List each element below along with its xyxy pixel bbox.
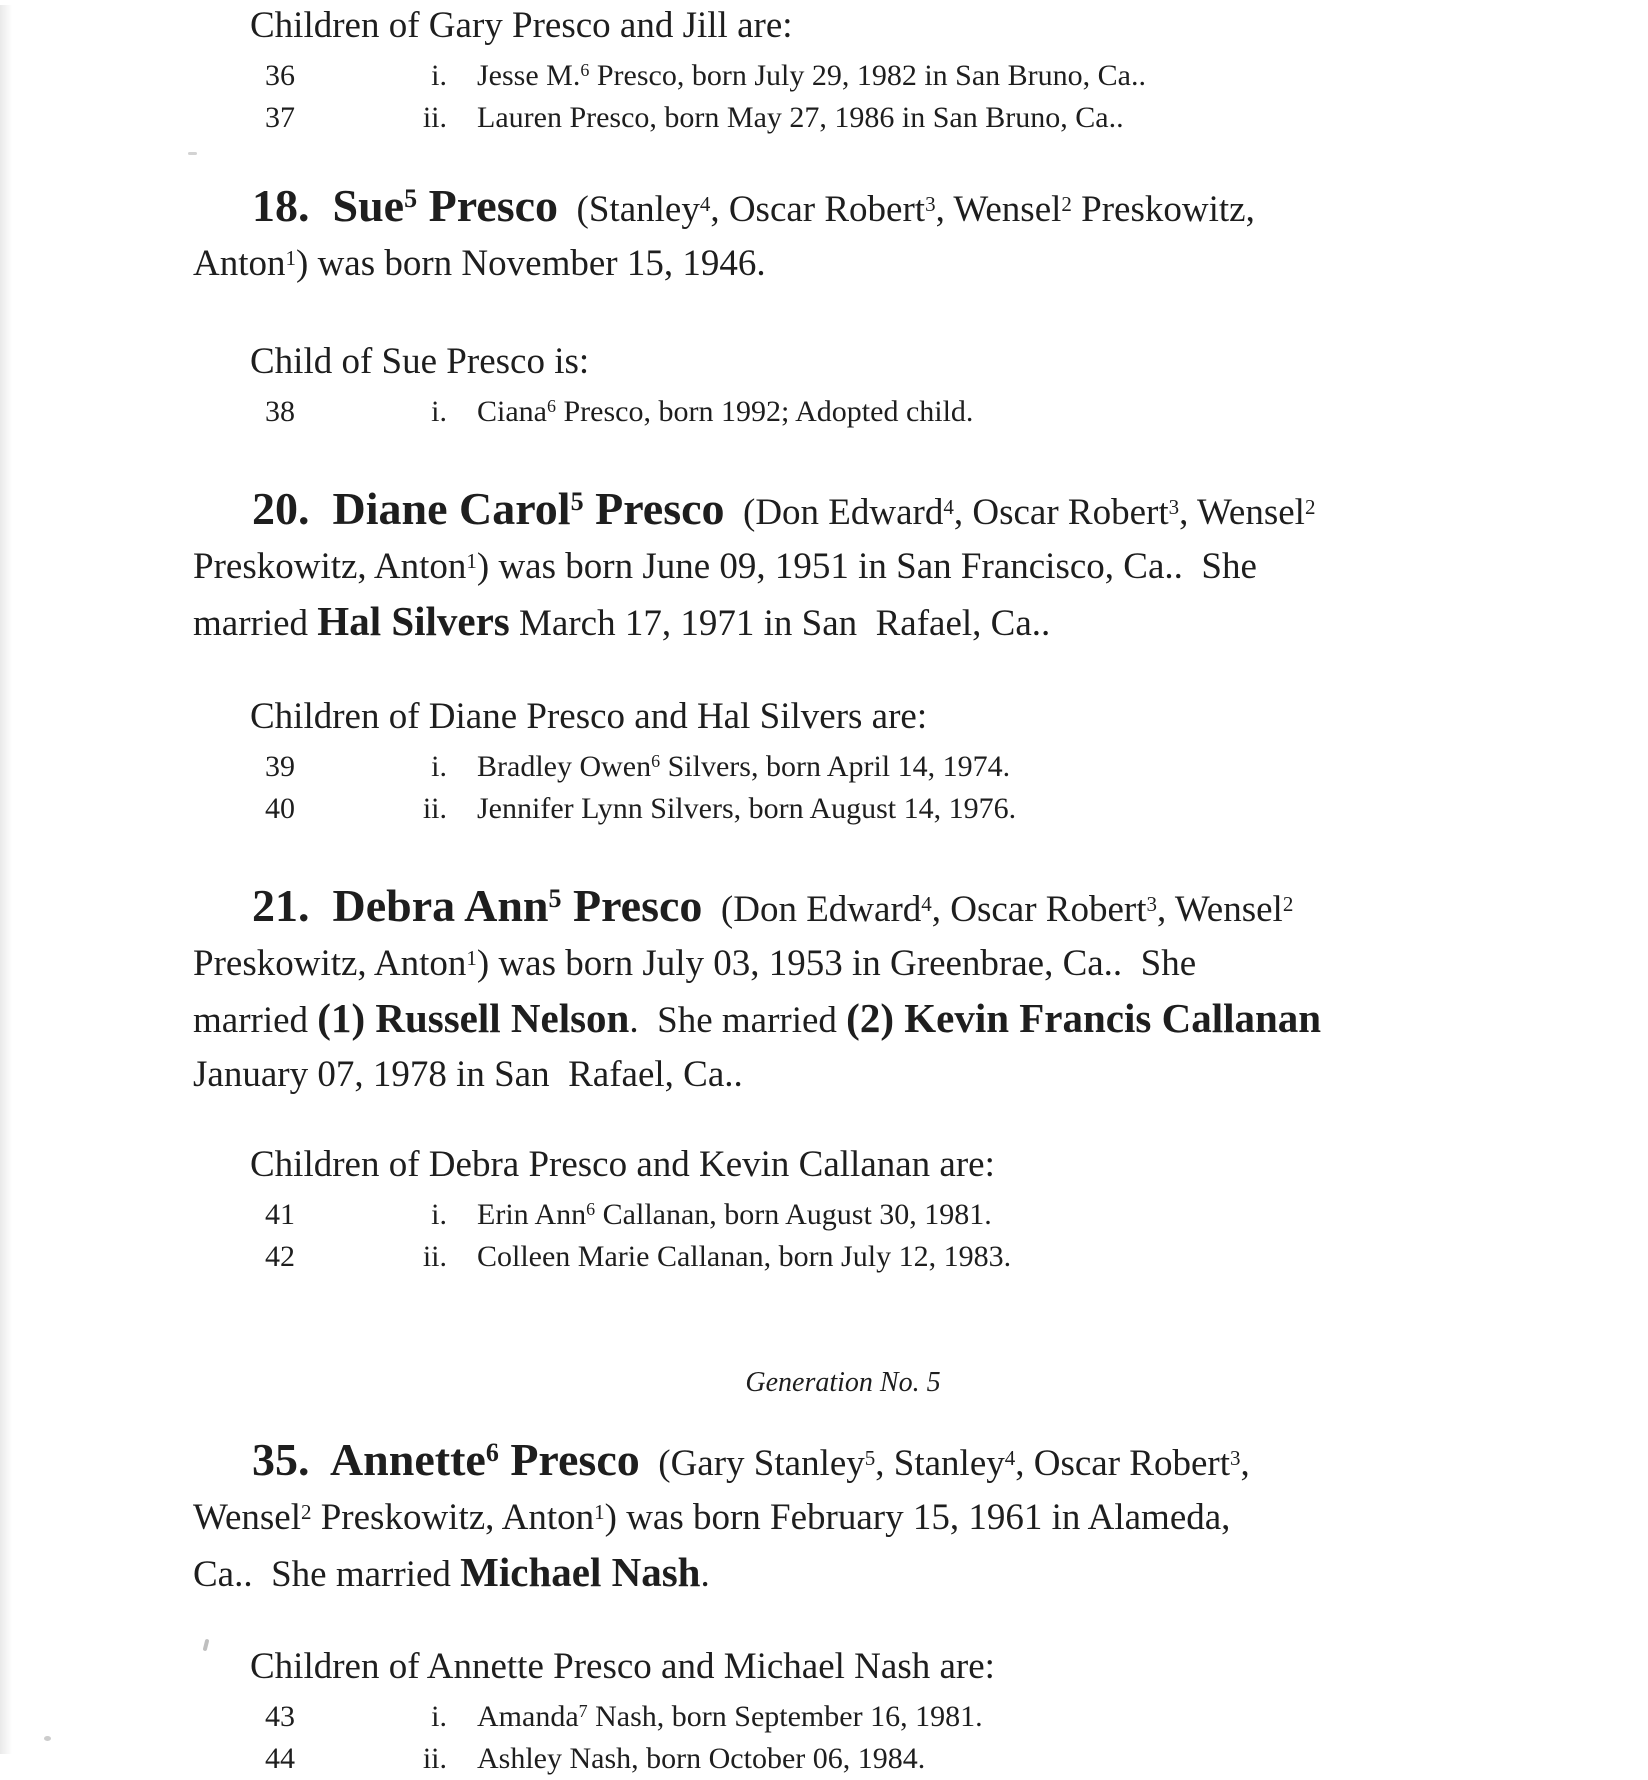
paragraph-line xyxy=(193,879,1648,937)
text-segment: ) was born February 15, 1961 in Alameda, xyxy=(604,1497,1231,1538)
paragraph-line xyxy=(193,937,1648,991)
text-segment: , Wensel xyxy=(1157,889,1283,930)
generation-superscript: 5 xyxy=(864,1445,876,1470)
text-segment: . She married xyxy=(629,1000,847,1041)
child-roman-numeral: i. xyxy=(431,1700,447,1733)
text-segment: Wensel xyxy=(193,1497,301,1538)
generation-superscript: 5 xyxy=(570,486,584,516)
text-segment: Preskowitz, Anton xyxy=(193,943,467,984)
generation-superscript: 7 xyxy=(578,1701,588,1721)
children-header: Child of Sue Presco is: xyxy=(250,341,590,382)
child-number: 40 xyxy=(265,792,295,825)
child-number: 37 xyxy=(265,101,295,134)
text-segment: Presco, born July 29, 1982 in San Bruno, Ca.. xyxy=(589,59,1146,92)
child-roman-numeral: i. xyxy=(431,1198,447,1231)
child-text xyxy=(477,1240,1011,1273)
children-block xyxy=(0,5,1648,139)
bold-name-text: Hal Silvers xyxy=(317,598,510,644)
text-segment: Ashley Nash, born October 06, 1984. xyxy=(477,1742,926,1775)
paragraph-line xyxy=(193,1048,1648,1102)
generation-superscript: 4 xyxy=(699,191,711,216)
bold-name-text: Presco xyxy=(417,180,559,231)
child-text xyxy=(477,1700,983,1733)
children-header: Children of Gary Presco and Jill are: xyxy=(250,5,793,46)
paragraph-line xyxy=(193,1491,1648,1545)
text-segment: Ciana xyxy=(477,395,547,428)
generation-superscript: 1 xyxy=(285,245,296,270)
text-segment: , Stanley xyxy=(875,1443,1005,1484)
bold-name-text: (2) Kevin Francis Callanan xyxy=(846,995,1322,1041)
child-row xyxy=(0,97,1648,139)
child-text xyxy=(477,792,1016,825)
child-number: 41 xyxy=(265,1198,295,1231)
text-segment: Callanan, born August 30, 1981. xyxy=(595,1198,992,1231)
generation-superscript: 6 xyxy=(651,751,661,771)
child-roman-numeral: ii. xyxy=(422,101,447,134)
child-number: 36 xyxy=(265,59,295,92)
text-segment: (Don Edward xyxy=(724,492,944,533)
child-roman-numeral: ii. xyxy=(422,1742,447,1775)
text-segment: Nash, born September 16, 1981. xyxy=(587,1700,983,1733)
children-header: Children of Diane Presco and Hal Silvers are: xyxy=(250,696,928,737)
text-segment: (Gary Stanley xyxy=(639,1443,865,1484)
generation-superscript: 3 xyxy=(1146,891,1158,916)
paragraph-line xyxy=(193,991,1648,1048)
child-row xyxy=(0,1738,1648,1780)
text-segment: Anton xyxy=(193,243,286,284)
bold-name-text: (1) Russell Nelson xyxy=(317,995,630,1041)
text-segment: Jennifer Lynn Silvers, born August 14, 1976. xyxy=(477,792,1017,825)
person-paragraph xyxy=(193,879,1648,1102)
text-segment: Amanda xyxy=(477,1700,579,1733)
document-page xyxy=(0,5,1648,1775)
generation-superscript: 2 xyxy=(1304,494,1316,519)
text-segment: ) was born July 03, 1953 in Greenbrae, Ca.. She xyxy=(476,943,1197,984)
text-segment: March 17, 1971 in San Rafael, Ca.. xyxy=(509,603,1051,644)
bold-name-text: Michael Nash xyxy=(460,1549,701,1595)
child-text xyxy=(477,101,1124,134)
children-block xyxy=(0,696,1648,830)
children-list xyxy=(0,1194,1648,1278)
text-segment: , Oscar Robert xyxy=(953,492,1169,533)
child-row xyxy=(0,1696,1648,1738)
text-segment: Presco, born 1992; Adopted child. xyxy=(555,395,974,428)
child-text xyxy=(477,59,1146,92)
text-segment: , xyxy=(1240,1443,1250,1484)
text-segment: ) was born June 09, 1951 in San Francisco, Ca.. She xyxy=(476,546,1257,587)
text-segment: , Wensel xyxy=(935,189,1062,230)
children-header: Children of Annette Presco and Michael Nash are: xyxy=(250,1646,995,1687)
bold-name-text: 21. Debra Ann xyxy=(252,880,549,931)
text-segment: Silvers, born April 14, 1974. xyxy=(660,750,1011,783)
text-segment: Preskowitz, Anton xyxy=(193,546,467,587)
child-text xyxy=(477,1742,925,1775)
child-number: 42 xyxy=(265,1240,295,1273)
bold-name-text: 18. Sue xyxy=(252,180,405,231)
child-number: 39 xyxy=(265,750,295,783)
generation-superscript: 2 xyxy=(1061,191,1072,216)
generation-superscript: 5 xyxy=(548,883,562,913)
text-segment: Colleen Marie Callanan, born July 12, 1983. xyxy=(477,1240,1012,1273)
bold-name-text: Presco xyxy=(498,1434,640,1485)
text-segment: Preskowitz, xyxy=(1071,189,1255,230)
paragraph-line xyxy=(193,1433,1648,1491)
child-text xyxy=(477,750,1010,783)
child-text xyxy=(477,395,973,428)
text-segment: , Oscar Robert xyxy=(931,889,1147,930)
generation-superscript: 6 xyxy=(580,60,590,80)
children-list xyxy=(0,391,1648,433)
generation-superscript: 6 xyxy=(546,396,556,416)
children-block xyxy=(0,1646,1648,1780)
child-number: 43 xyxy=(265,1700,295,1733)
person-paragraph xyxy=(193,1433,1648,1602)
generation-superscript: 1 xyxy=(594,1499,605,1524)
text-segment: Jesse M. xyxy=(477,59,581,92)
child-row xyxy=(0,1194,1648,1236)
child-roman-numeral: ii. xyxy=(422,1240,447,1273)
child-text xyxy=(477,1198,992,1231)
child-row xyxy=(0,391,1648,433)
text-segment: , Wensel xyxy=(1179,492,1305,533)
generation-divider: Generation No. 5 xyxy=(745,1367,941,1398)
text-segment: Lauren Presco, born May 27, 1986 in San Bruno, Ca.. xyxy=(477,101,1124,134)
generation-superscript: 1 xyxy=(466,945,477,970)
text-segment: . xyxy=(700,1554,710,1595)
child-row xyxy=(0,1236,1648,1278)
children-block xyxy=(0,341,1648,433)
child-row xyxy=(0,55,1648,97)
children-header: Children of Debra Presco and Kevin Callanan are: xyxy=(250,1144,995,1185)
child-roman-numeral: i. xyxy=(431,59,447,92)
generation-superscript: 2 xyxy=(300,1499,312,1524)
text-segment: January 07, 1978 in San Rafael, Ca.. xyxy=(193,1054,743,1095)
paragraph-line xyxy=(193,179,1648,237)
bold-name-text: 20. Diane Carol xyxy=(252,483,571,534)
bold-name-text: 35. Annette xyxy=(252,1434,486,1485)
child-roman-numeral: i. xyxy=(431,750,447,783)
children-block xyxy=(0,1144,1648,1278)
text-segment: Erin Ann xyxy=(477,1198,587,1231)
generation-superscript: 2 xyxy=(1282,891,1294,916)
paragraph-line xyxy=(193,1545,1648,1602)
generation-superscript: 5 xyxy=(404,183,418,213)
generation-superscript: 4 xyxy=(921,891,932,916)
child-row xyxy=(0,788,1648,830)
generation-superscript: 1 xyxy=(466,548,477,573)
text-segment: (Stanley xyxy=(558,189,700,230)
bold-name-text: Presco xyxy=(583,483,725,534)
text-segment: , Oscar Robert xyxy=(1015,1443,1231,1484)
text-segment: Bradley Owen xyxy=(477,750,652,783)
generation-superscript: 6 xyxy=(586,1199,596,1219)
paragraph-line xyxy=(193,594,1648,651)
generation-superscript: 4 xyxy=(943,494,954,519)
generation-superscript: 3 xyxy=(925,191,936,216)
text-segment: Ca.. She married xyxy=(193,1554,461,1595)
child-number: 38 xyxy=(265,395,295,428)
text-segment: married xyxy=(193,1000,318,1041)
children-list xyxy=(0,746,1648,830)
text-segment: Preskowitz, Anton xyxy=(311,1497,595,1538)
child-roman-numeral: i. xyxy=(431,395,447,428)
child-row xyxy=(0,746,1648,788)
text-segment: ) was born November 15, 1946. xyxy=(296,243,766,284)
children-list xyxy=(0,55,1648,139)
child-roman-numeral: ii. xyxy=(422,792,447,825)
person-paragraph xyxy=(193,482,1648,651)
child-number: 44 xyxy=(265,1742,295,1775)
text-segment: , Oscar Robert xyxy=(710,189,926,230)
person-paragraph xyxy=(193,179,1648,291)
paragraph-line xyxy=(193,237,1648,291)
paragraph-line xyxy=(193,482,1648,540)
children-list xyxy=(0,1696,1648,1780)
generation-superscript: 3 xyxy=(1230,1445,1241,1470)
text-segment: married xyxy=(193,603,318,644)
text-segment: (Don Edward xyxy=(702,889,922,930)
generation-superscript: 4 xyxy=(1004,1445,1016,1470)
generation-superscript: 6 xyxy=(485,1437,499,1467)
generation-superscript: 3 xyxy=(1168,494,1180,519)
paragraph-line xyxy=(193,540,1648,594)
bold-name-text: Presco xyxy=(561,880,703,931)
